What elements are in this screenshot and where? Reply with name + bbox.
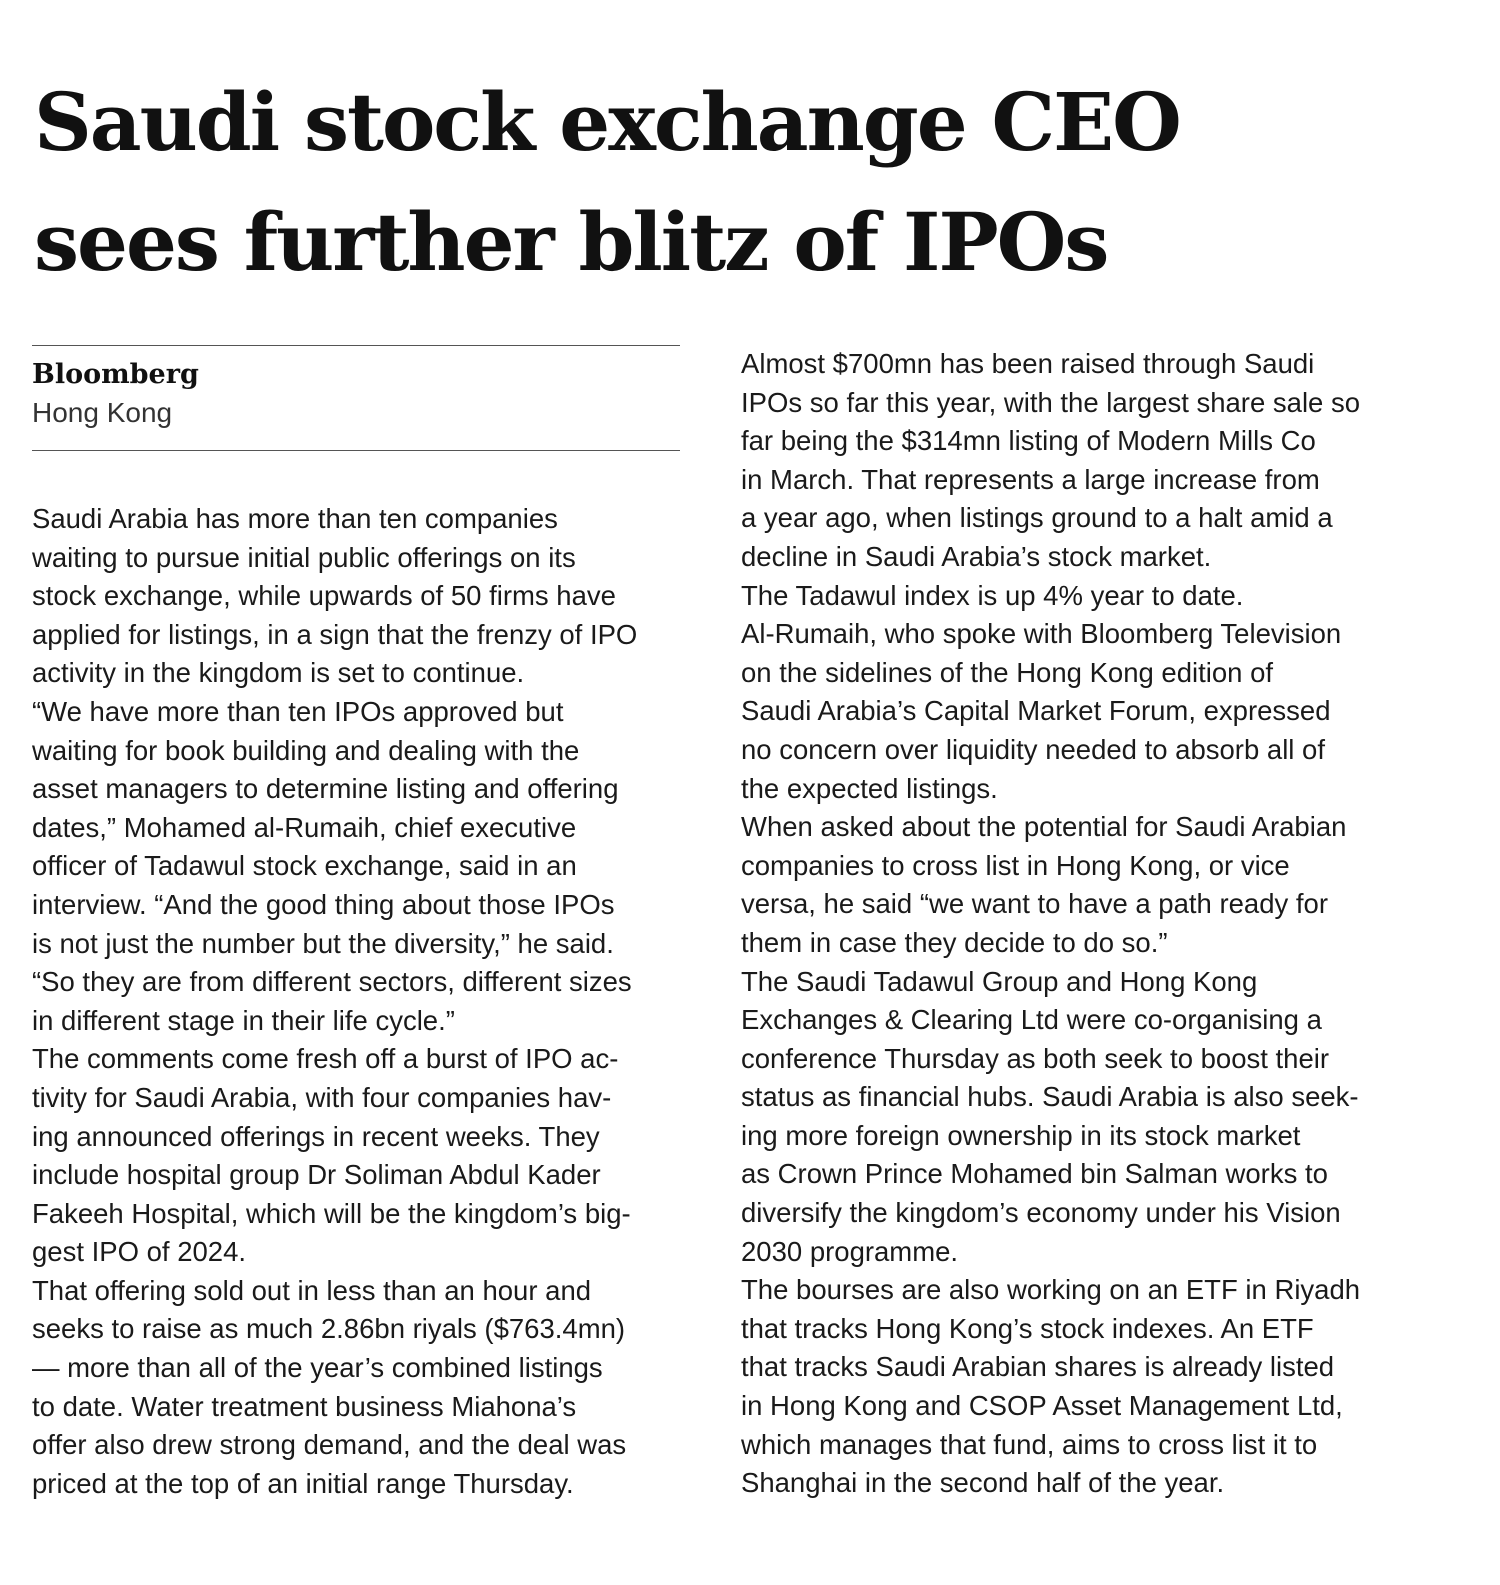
article-text-line: in different stage in their life cycle.” <box>32 1004 455 1036</box>
article-text-line: — more than all of the year’s combined listings <box>32 1352 603 1384</box>
article-text-line: tivity for Saudi Arabia, with four companies hav- <box>32 1081 612 1113</box>
article-text-line: them in case they decide to do so.” <box>741 926 1168 958</box>
article-text-line: The comments come fresh off a burst of IPO ac- <box>32 1043 619 1075</box>
article-text-line: status as financial hubs. Saudi Arabia is also seek- <box>741 1081 1359 1113</box>
byline <box>32 345 680 451</box>
article-text-line: Exchanges & Clearing Ltd were co-organising a <box>741 1004 1322 1036</box>
article-column-right <box>741 345 1441 1503</box>
article-text-line: ing announced offerings in recent weeks. They <box>32 1120 600 1152</box>
article-text-line: The Saudi Tadawul Group and Hong Kong <box>741 965 1258 997</box>
article-text-line: no concern over liquidity needed to absorb all of <box>741 733 1325 765</box>
article-text-line: The bourses are also working on an ETF in Riyadh <box>741 1274 1361 1306</box>
article-text-line: waiting for book building and dealing with the <box>32 734 580 766</box>
article-text-line: When asked about the potential for Saudi Arabian <box>741 811 1347 843</box>
article-text-line: That offering sold out in less than an hour and <box>32 1274 592 1306</box>
article-text-line: Fakeeh Hospital, which will be the kingdom’s big- <box>32 1197 631 1229</box>
article-text-line: waiting to pursue initial public offerings on its <box>32 541 576 573</box>
article-text-line: diversify the kingdom’s economy under his Vision <box>741 1197 1341 1229</box>
article-text-line: as Crown Prince Mohamed bin Salman works to <box>741 1158 1328 1190</box>
headline <box>34 62 1474 302</box>
article-text-line: that tracks Hong Kong’s stock indexes. An ETF <box>741 1312 1314 1344</box>
byline-source: Bloomberg <box>32 359 199 390</box>
article-text-line: Shanghai in the second half of the year. <box>741 1467 1225 1499</box>
article-text-line: officer of Tadawul stock exchange, said in an <box>32 850 577 882</box>
article-text-line: Al-Rumaih, who spoke with Bloomberg Television <box>741 618 1342 650</box>
article-text-line: activity in the kingdom is set to continue. <box>32 657 525 689</box>
article-text-line: “We have more than ten IPOs approved but <box>32 695 564 727</box>
article-text-line: gest IPO of 2024. <box>32 1236 247 1268</box>
article-text-line: “So they are from different sectors, different sizes <box>32 966 632 998</box>
article-text-line: Saudi Arabia has more than ten companies <box>32 503 558 534</box>
article-text-line: Almost $700mn has been raised through Saudi <box>741 348 1315 379</box>
headline-line: sees further blitz of IPOs <box>34 195 1108 289</box>
article-text-line: conference Thursday as both seek to boost their <box>741 1042 1330 1074</box>
headline-line: Saudi stock exchange CEO <box>34 75 1180 169</box>
article-text-line: stock exchange, while upwards of 50 firms have <box>32 580 616 612</box>
article-text-line: 2030 programme. <box>741 1235 959 1267</box>
article-text-line: companies to cross list in Hong Kong, or vice <box>741 849 1290 881</box>
article-text-line: ing more foreign ownership in its stock market <box>741 1119 1301 1151</box>
article-text-line: which manages that fund, aims to cross list it to <box>741 1428 1318 1460</box>
article-text-line: on the sidelines of the Hong Kong edition of <box>741 656 1274 688</box>
article-text-line: dates,” Mohamed al-Rumaih, chief executive <box>32 811 577 843</box>
article-text-line: that tracks Saudi Arabian shares is already listed <box>741 1351 1335 1383</box>
article-text-line: priced at the top of an initial range Thursday. <box>32 1467 574 1499</box>
article-text-line: in March. That represents a large increase from <box>741 463 1320 495</box>
article-text-line: offer also drew strong demand, and the deal was <box>32 1429 627 1461</box>
byline-location: Hong Kong <box>32 397 173 428</box>
article-text-line: asset managers to determine listing and offering <box>32 773 619 805</box>
article-text-line: interview. “And the good thing about those IPOs <box>32 888 615 920</box>
article-text-line: far being the $314mn listing of Modern Mills Co <box>741 425 1316 457</box>
article-text-line: Saudi Arabia’s Capital Market Forum, expressed <box>741 695 1331 727</box>
article-text-line: a year ago, when listings ground to a halt amid a <box>741 502 1333 534</box>
article-text-line: IPOs so far this year, with the largest share sale so <box>741 386 1361 418</box>
article-text-line: is not just the number but the diversity,” he said. <box>32 927 614 959</box>
article-text-line: include hospital group Dr Soliman Abdul Kader <box>32 1159 601 1191</box>
article-text-line: applied for listings, in a sign that the frenzy of IPO <box>32 618 638 650</box>
article-text-line: in Hong Kong and CSOP Asset Management Ltd, <box>741 1390 1343 1422</box>
article-text-line: the expected listings. <box>741 772 998 804</box>
article-text-line: seeks to raise as much 2.86bn riyals ($763.4mn) <box>32 1313 626 1345</box>
article-text-line: versa, he said “we want to have a path ready for <box>741 888 1328 920</box>
article-column-left <box>32 500 692 1503</box>
article-text-line: decline in Saudi Arabia’s stock market. <box>741 540 1212 572</box>
article-text-line: The Tadawul index is up 4% year to date. <box>741 579 1244 611</box>
article-text-line: to date. Water treatment business Miahona’s <box>32 1390 577 1422</box>
